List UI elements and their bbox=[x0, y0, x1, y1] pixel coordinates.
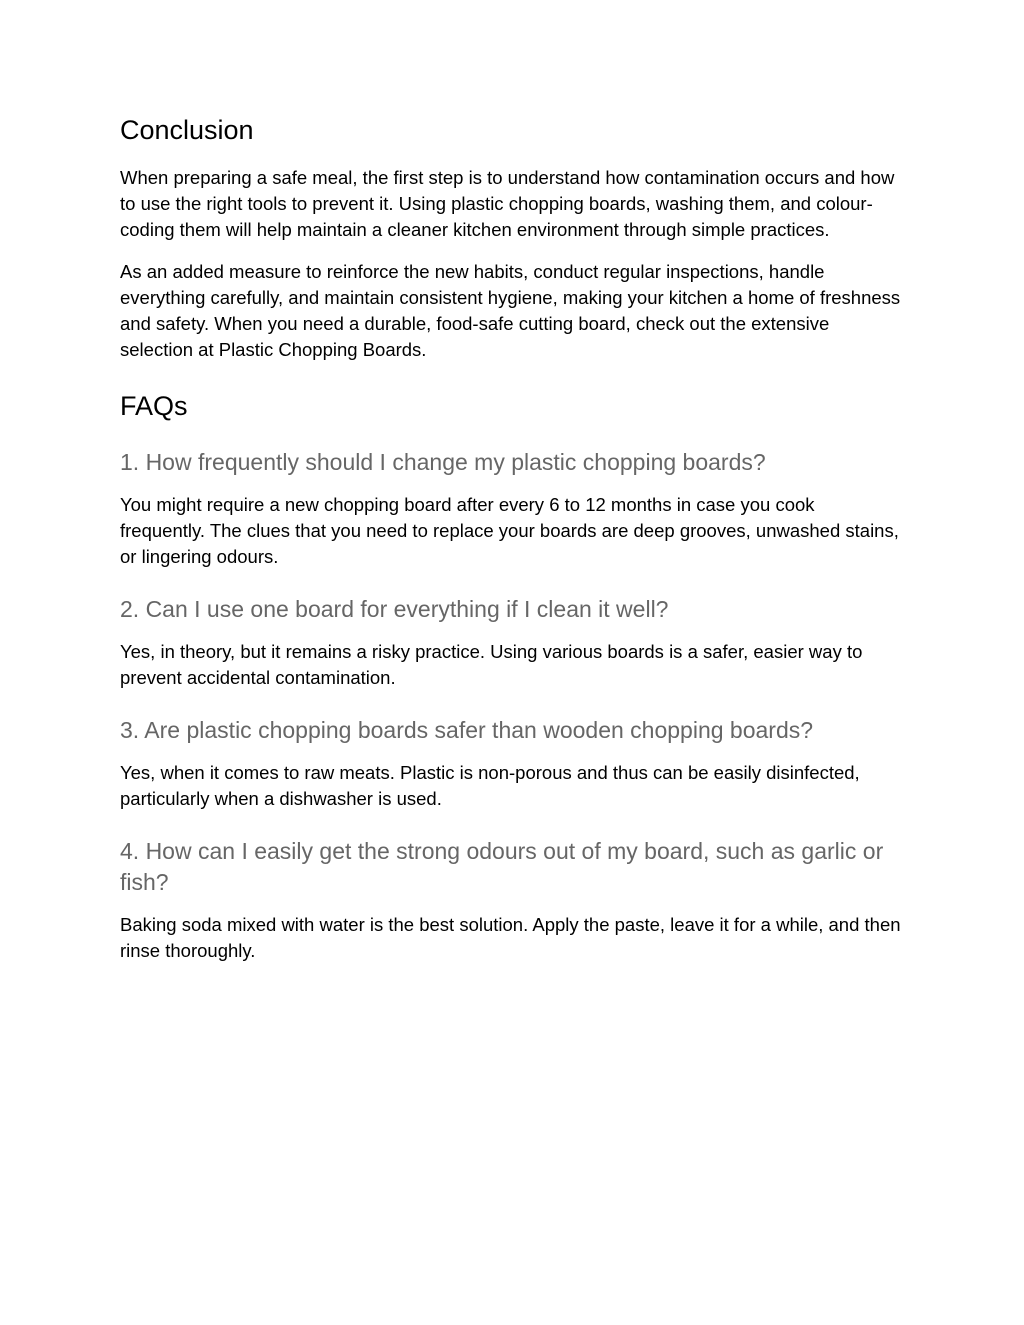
conclusion-paragraph-1: When preparing a safe meal, the first step is to understand how contamination occurs and how to use the right tools to prevent it. Using plastic chopping boards, washing them, and colour-coding them will help maintain a cleaner kitchen environment through simple practices. bbox=[120, 167, 895, 240]
section-heading-conclusion: Conclusion bbox=[120, 115, 254, 145]
faq-question-2: 2. Can I use one board for everything if I clean it well? bbox=[120, 596, 669, 622]
faq-question-1: 1. How frequently should I change my plastic chopping boards? bbox=[120, 449, 766, 475]
faq-question-3: 3. Are plastic chopping boards safer than wooden chopping boards? bbox=[120, 717, 814, 743]
faq-question-4: 4. How can I easily get the strong odours out of my board, such as garlic or fish? bbox=[120, 838, 884, 895]
conclusion-paragraph-2: As an added measure to reinforce the new habits, conduct regular inspections, handle everything carefully, and maintain consistent hygiene, making your kitchen a home of freshness and safety. When you need a durable, food-safe cutting board, check out the extensive selection at Plastic Chopping Boards. bbox=[120, 261, 901, 360]
faq-answer-4: Baking soda mixed with water is the best solution. Apply the paste, leave it for a while, and then rinse thoroughly. bbox=[120, 914, 901, 961]
faq-answer-1: You might require a new chopping board after every 6 to 12 months in case you cook frequently. The clues that you need to replace your boards are deep grooves, unwashed stains, or lingering odours. bbox=[120, 494, 899, 567]
faq-answer-3: Yes, when it comes to raw meats. Plastic is non-porous and thus can be easily disinfected, particularly when a dishwasher is used. bbox=[120, 762, 860, 809]
faq-answer-2: Yes, in theory, but it remains a risky practice. Using various boards is a safer, easier way to prevent accidental contamination. bbox=[120, 641, 863, 688]
section-heading-faqs: FAQs bbox=[120, 391, 188, 421]
